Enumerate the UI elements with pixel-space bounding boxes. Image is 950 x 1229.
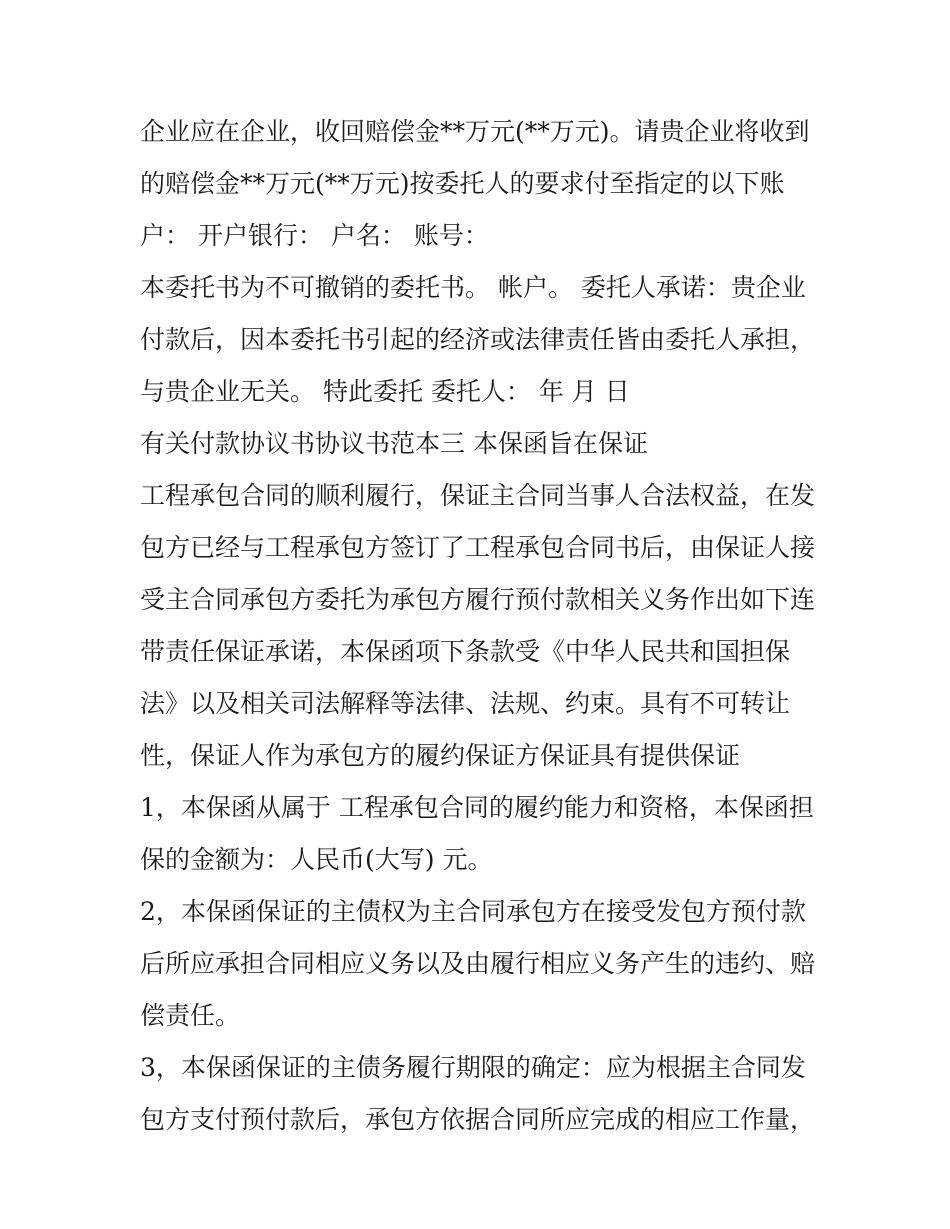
document-body <box>140 106 820 1146</box>
text-line-6: 与贵企业无关。 特此委托 委托人： 年 月 日 <box>140 377 630 406</box>
text-line-16: 2，本保函保证的主债权为主合同承包方在接受发包方预付款 <box>140 897 806 926</box>
text-line-2: 的赔偿金**万元(**万元)按委托人的要求付至指定的以下账 <box>140 169 785 198</box>
text-line-8: 工程承包合同的顺利履行，保证主合同当事人合法权益，在发 <box>140 481 816 510</box>
text-line-11: 带责任保证承诺，本保函项下条款受《中华人民共和国担保 <box>140 637 791 666</box>
text-line-19: 3，本保函保证的主债务履行期限的确定：应为根据主合同发 <box>140 1053 806 1082</box>
text-line-4: 本委托书为不可撤销的委托书。 帐户。 委托人承诺：贵企业 <box>140 273 806 302</box>
text-line-13: 性，保证人作为承包方的履约保证方保证具有提供保证 <box>140 741 741 770</box>
text-line-15: 保的金额为：人民币(大写) 元。 <box>140 845 493 874</box>
text-line-12: 法》以及相关司法解释等法律、法规、约束。具有不可转让 <box>140 689 791 718</box>
text-line-7: 有关付款协议书协议书范本三 本保函旨在保证 <box>140 429 648 458</box>
text-line-14: 1，本保函从属于 工程承包合同的履约能力和资格，本保函担 <box>140 793 814 822</box>
text-line-20: 包方支付预付款后，承包方依据合同所应完成的相应工作量， <box>140 1105 816 1134</box>
text-line-9: 包方已经与工程承包方签订了工程承包合同书后，由保证人接 <box>140 533 816 562</box>
text-line-10: 受主合同承包方委托为承包方履行预付款相关义务作出如下连 <box>140 585 816 614</box>
text-line-1: 企业应在企业，收回赔偿金**万元(**万元)。请贵企业将收到 <box>140 117 810 146</box>
text-line-5: 付款后，因本委托书引起的经济或法律责任皆由委托人承担， <box>140 325 816 354</box>
text-line-17: 后所应承担合同相应义务以及由履行相应义务产生的违约、赔 <box>140 949 816 978</box>
text-line-18: 偿责任。 <box>140 1001 241 1030</box>
text-line-3: 户： 开户银行： 户名： 账号： <box>140 221 489 250</box>
